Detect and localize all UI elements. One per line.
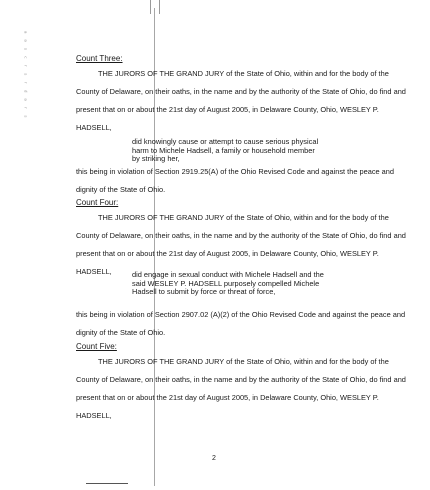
count-four-violation: this being in violation of Section 2907.02 (A)(2) of the Ohio Revised Code and against the peace and dignity of the State of Ohio.	[76, 310, 406, 337]
margin-marks: ᵃ ᵃ ˢ ᶜ ʳ ˢ ʳ ᵈ ᵃ ʳ ˢ	[20, 30, 28, 119]
count-three-charge: did knowingly cause or attempt to cause serious physical harm to Michele Hadsell, a family or household member by striking her,	[132, 137, 319, 164]
fold-notch	[150, 0, 160, 14]
count-five-heading: Count Five:	[76, 342, 117, 351]
count-three-heading: Count Three:	[76, 54, 123, 63]
page-number: 2	[212, 455, 216, 462]
count-three-violation: this being in violation of Section 2919.25(A) of the Ohio Revised Code and against the peace and dignity of the State of Ohio.	[76, 167, 395, 194]
count-three-body: THE JURORS OF THE GRAND JURY of the State of Ohio, within and for the body of the County of Delaware, on their oaths, in the name and by the authority of the State of Ohio, do find and present that on or about the 21st day of August 2005, in Delaware County, Ohio, WESLEY P. HADSELL,	[76, 69, 406, 132]
count-five-body: THE JURORS OF THE GRAND JURY of the State of Ohio, within and for the body of the County of Delaware, on their oaths, in the name and by the authority of the State of Ohio, do find and present that on or about the 21st day of August 2005, in Delaware County, Ohio, WESLEY P. HADSELL,	[76, 357, 406, 420]
count-four-charge: did engage in sexual conduct with Michele Hadsell and the said WESLEY P. HADSELL purposely compelled Michele Hadsell to submit by force or threat of force,	[132, 270, 324, 297]
count-four-body: THE JURORS OF THE GRAND JURY of the State of Ohio, within and for the body of the County of Delaware, on their oaths, in the name and by the authority of the State of Ohio, do find and present that on or about the 21st day of August 2005, in Delaware County, Ohio, WESLEY P. HADSELL,	[76, 213, 406, 276]
footer-rule	[86, 483, 128, 484]
count-four-heading: Count Four:	[76, 198, 119, 207]
